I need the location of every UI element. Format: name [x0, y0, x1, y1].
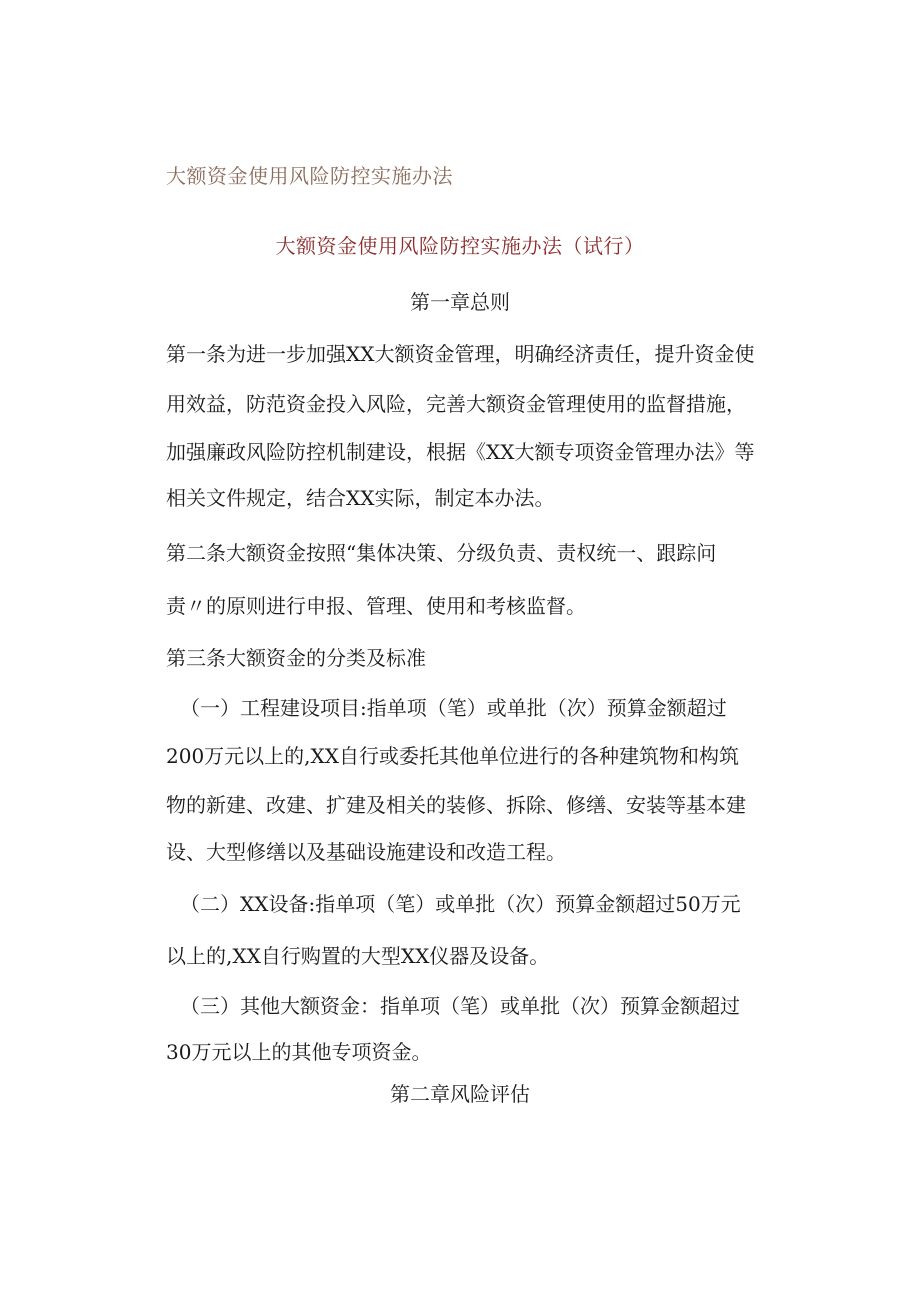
article-1-line-1: 第一条为进一步加强XX大额资金管理，明确经济责任，提升资金使 [166, 342, 755, 366]
article-2-line-1: 第二条大额资金按照“集体决策、分级负责、责权统一、跟踪问 [166, 541, 717, 565]
article-2-line-2: 责〃的原则进行申报、管理、使用和考核监督。 [166, 594, 586, 618]
article-1-line-4: 相关文件规定，结合XX实际，制定本办法。 [166, 486, 555, 510]
article-3-line: 第三条大额资金的分类及标准 [166, 646, 426, 670]
item-2-line-1: （二）XX设备:指单项（笔）或单批（次）预算金额超过50万元 [180, 892, 741, 916]
item-3-line-1: （三）其他大额资金：指单项（笔）或单批（次）预算金额超过 [180, 994, 740, 1018]
item-2-line-2: 以上的,XX自行购置的大型XX仪器及设备。 [166, 944, 550, 968]
article-1-line-3: 加强廉政风险防控机制建设，根据《XX大额专项资金管理办法》等 [166, 440, 755, 464]
chapter-heading-2: 第二章风险评估 [390, 1082, 530, 1106]
item-1-line-4: 设、大型修缮以及基础设施建设和改造工程。 [166, 840, 566, 864]
item-1-line-2: 200万元以上的,XX自行或委托其他单位进行的各种建筑物和构筑 [166, 744, 740, 768]
item-1-line-3: 物的新建、改建、扩建及相关的装修、拆除、修缮、安装等基本建 [166, 793, 746, 817]
document-title: 大额资金使用风险防控实施办法（试行） [275, 234, 645, 258]
article-1-line-2: 用效益，防范资金投入风险，完善大额资金管理使用的监督措施， [166, 392, 746, 416]
chapter-heading-1: 第一章总则 [410, 290, 510, 314]
item-1-line-1: （一）工程建设项目:指单项（笔）或单批（次）预算金额超过 [180, 696, 727, 720]
item-3-line-2: 30万元以上的其他专项资金。 [166, 1040, 432, 1064]
document-header: 大额资金使用风险防控实施办法 [166, 164, 453, 188]
